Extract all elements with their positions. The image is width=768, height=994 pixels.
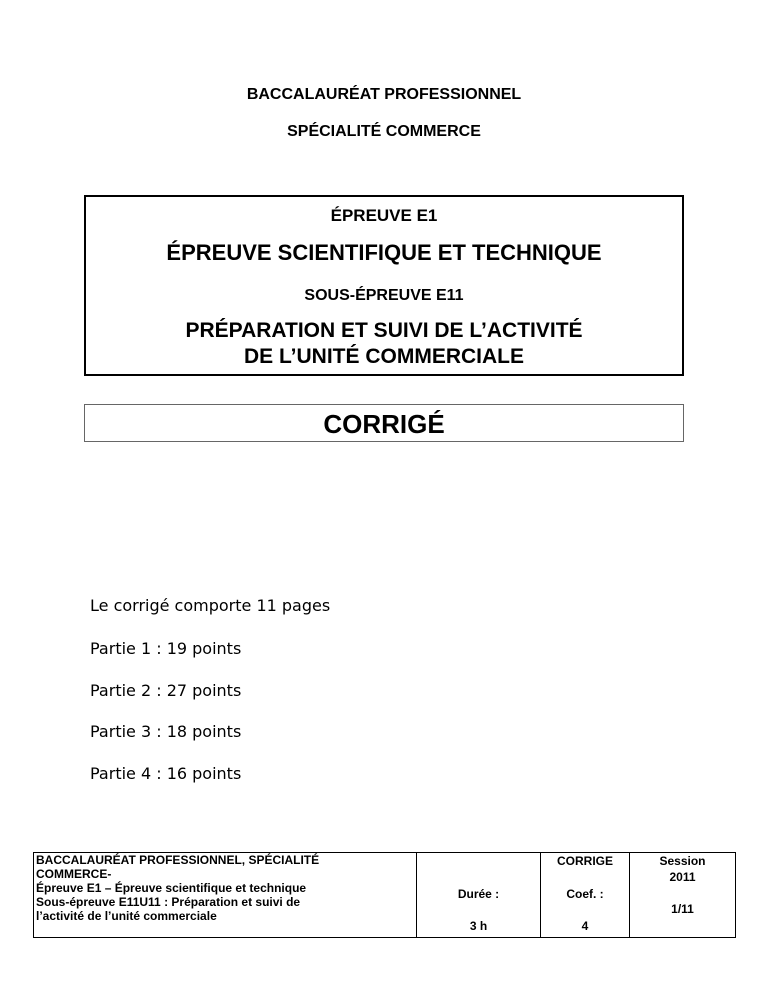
footer-table [33, 852, 736, 938]
footer-description [34, 853, 417, 938]
partie-4-points: Partie 4 : 16 points [90, 764, 242, 783]
footer-session-cell [630, 853, 736, 938]
session-year: 2011 [669, 870, 696, 884]
footer-duree-cell [417, 853, 541, 938]
corrige-banner: CORRIGÉ [84, 404, 684, 442]
sous-epreuve-title-line-1: PRÉPARATION ET SUIVI DE L’ACTIVITÉ [185, 319, 583, 342]
header-line-1: BACCALAURÉAT PROFESSIONNEL [246, 86, 522, 103]
footer-desc-line: COMMERCE- [36, 867, 112, 881]
duree-label: Durée : [457, 887, 500, 901]
corrige-label: CORRIGE [556, 854, 613, 868]
coef-value: 4 [581, 919, 589, 933]
footer-desc-line: BACCALAURÉAT PROFESSIONNEL, SPÉCIALITÉ [36, 853, 320, 867]
partie-1-points: Partie 1 : 19 points [90, 639, 242, 658]
sous-epreuve-title-line-2: DE L’UNITÉ COMMERCIALE [243, 345, 524, 368]
page-number: 1/11 [671, 902, 694, 916]
footer-coef-cell [541, 853, 630, 938]
footer-desc-line: l’activité de l’unité commerciale [36, 909, 217, 923]
duree-value: 3 h [469, 919, 488, 933]
sous-epreuve-title [86, 318, 682, 370]
partie-3-points: Partie 3 : 18 points [90, 722, 242, 741]
title-box [84, 195, 684, 376]
sous-epreuve-label: SOUS-ÉPREUVE E11 [304, 287, 464, 304]
partie-2-points: Partie 2 : 27 points [90, 681, 242, 700]
page-count-text: Le corrigé comporte 11 pages [90, 596, 331, 615]
footer-desc-line: Épreuve E1 – Épreuve scientifique et technique [36, 881, 307, 895]
epreuve-title: ÉPREUVE SCIENTIFIQUE ET TECHNIQUE [166, 240, 602, 265]
session-label: Session [659, 854, 706, 868]
epreuve-label: ÉPREUVE E1 [330, 206, 438, 225]
coef-label: Coef. : [566, 887, 604, 901]
header-line-2: SPÉCIALITÉ COMMERCE [287, 123, 481, 140]
footer-desc-line: Sous-épreuve E11U11 : Préparation et suivi de [36, 895, 301, 909]
